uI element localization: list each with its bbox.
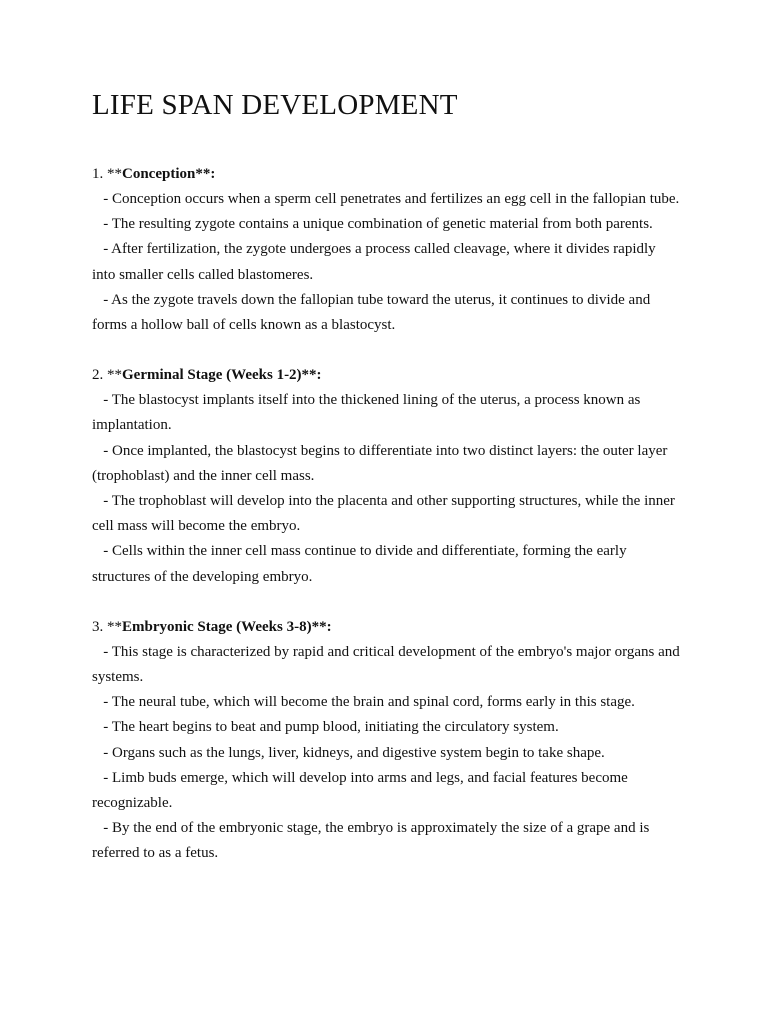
bullet-item: - Limb buds emerge, which will develop into arms and legs, and facial features become recognizable. (92, 769, 632, 812)
section-conception (92, 162, 682, 338)
bullet-item: - Conception occurs when a sperm cell penetrates and fertilizes an egg cell in the fallopian tube. (92, 191, 680, 207)
bullet-item: - After fertilization, the zygote undergoes a process called cleavage, where it divides rapidly into smaller cells called blastomeres. (92, 241, 660, 283)
section-heading (92, 363, 682, 388)
bullet-list (92, 187, 682, 338)
section-heading (92, 615, 682, 640)
section-germinal-stage (92, 363, 682, 590)
document-title: LIFE SPAN DEVELOPMENT (92, 89, 458, 121)
bullet-item: - The blastocyst implants itself into the thickened lining of the uterus, a process known as implantation. (92, 392, 645, 434)
section-embryonic-stage (92, 615, 682, 867)
section-heading-text: Embryonic Stage (Weeks 3-8)**: (122, 618, 332, 635)
bullet-item: - Once implanted, the blastocyst begins to differentiate into two distinct layers: the outer layer (trophoblast) and the inner cell mass. (92, 442, 672, 484)
bullet-list (92, 640, 682, 867)
bullet-item: - Cells within the inner cell mass continue to divide and differentiate, forming the early structures of the developing embryo. (92, 543, 631, 585)
bullet-item: - The neural tube, which will become the brain and spinal cord, forms early in this stage. (92, 694, 635, 711)
bullet-item: - By the end of the embryonic stage, the embryo is approximately the size of a grape and is referred to as a fetus. (92, 820, 654, 862)
bullet-item: - The trophoblast will develop into the placenta and other supporting structures, while the inner cell mass will become the embryo. (92, 493, 679, 535)
section-heading-prefix: 3. ** (92, 618, 122, 635)
section-heading-text: Conception**: (122, 166, 216, 182)
document-page (92, 86, 682, 867)
bullet-item: - As the zygote travels down the fallopian tube toward the uterus, it continues to divide and forms a hollow ball of cells known as a blastocyst. (92, 291, 654, 334)
section-heading-prefix: 2. ** (92, 367, 122, 384)
section-heading-text: Germinal Stage (Weeks 1-2)**: (122, 367, 322, 384)
bullet-item: - The resulting zygote contains a unique combination of genetic material from both parents. (92, 216, 653, 233)
section-heading (92, 162, 682, 187)
bullet-list (92, 388, 682, 590)
section-heading-prefix: 1. ** (92, 166, 122, 182)
bullet-item: - This stage is characterized by rapid and critical development of the embryo's major organs and systems. (92, 643, 684, 686)
bullet-item: - The heart begins to beat and pump blood, initiating the circulatory system. (92, 719, 559, 736)
bullet-item: - Organs such as the lungs, liver, kidneys, and digestive system begin to take shape. (92, 744, 605, 761)
